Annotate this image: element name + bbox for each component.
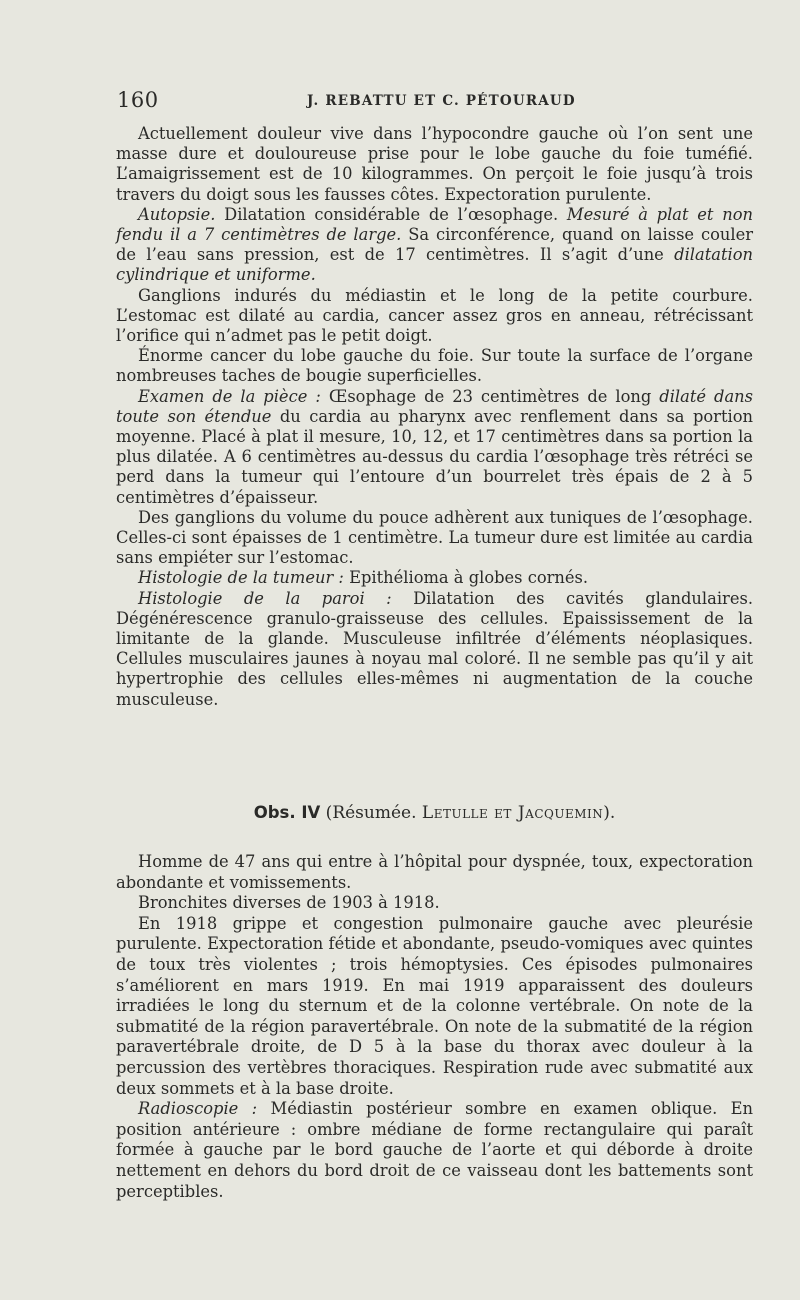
histologie-tumeur-text: Epithélioma à globes cornés. — [343, 568, 589, 588]
examen-italic: dilaté dans toute son étendue — [116, 386, 753, 426]
autopsie-text-2: Sa circonférence, quand on laisse couler de l’eau sans pression, est de 17 centimètres. Il s’agit d’une — [116, 225, 753, 265]
histologie-paroi-text: Dilatation des cavités glandulaires. Dégénérescence granulo-graisseuse des cellules. Epaississement de la limitante de la glande. Musculeuse infiltrée d’éléments néoplasiques. Cellules musculaires jaunes à noyau mal coloré. Il ne semble pas qu’il y ait hypertrophie des cellules elles-mêmes ni augmentation de la couche musculeuse. — [116, 588, 753, 709]
histologie-tumeur-label: Histologie de la tumeur : — [138, 568, 344, 588]
examen-text-2: du cardia au pharynx avec renflement dans sa portion moyenne. Placé à plat il mesure, 10, 12, et 17 centimètres dans sa portion la plus dilatée. A 6 centimètres au-dessus du cardia l’œsophage très rétréci se perd dans la tumeur qui l’entoure d’un bourrelet très épais de 2 à 5 centimètres d’épaisseur. — [116, 406, 753, 507]
paragraph: Ganglions indurés du médiastin et le long de la petite courbure. L’estomac est dilaté au cardia, cancer assez gros en anneau, rétrécissant l’orifice qui n’admet pas le petit doigt. — [116, 285, 753, 346]
paragraph-histologie-tumeur — [116, 568, 753, 588]
autopsie-text: Dilatation considérable de l’œsophage. — [215, 204, 567, 224]
paragraph: Homme de 47 ans qui entre à l’hôpital pour dyspnée, toux, expectoration abondante et vomissements. — [116, 852, 753, 892]
paragraph-examen — [116, 387, 753, 508]
observation-heading — [116, 803, 753, 823]
paragraph: Des ganglions du volume du pouce adhèrent aux tuniques de l’œsophage. Celles-ci sont épaisses de 1 centimètre. La tumeur dure est limitée au cardia sans empiéter sur l’estomac. — [116, 507, 753, 568]
paragraph: Énorme cancer du lobe gauche du foie. Sur toute la surface de l’organe nombreuses taches de bougie superficielles. — [116, 346, 753, 386]
paragraph: Actuellement douleur vive dans l’hypocondre gauche où l’on sent une masse dure et douloureuse prise pour le lobe gauche du foie tuméfié. L’amaigrissement est de 10 kilogrammes. On perçoit le foie jusqu’à trois travers du doigt sous les fausses côtes. Expectoration purulente. — [116, 124, 753, 204]
autopsie-diagnosis: dilatation cylindrique et uniforme. — [116, 245, 753, 285]
running-head: J. REBATTU ET C. PÉTOURAUD — [307, 93, 576, 109]
examen-label: Examen de la pièce : — [138, 386, 321, 406]
paragraph-histologie-paroi — [116, 589, 753, 710]
paragraph-autopsie — [116, 205, 753, 286]
paragraph: En 1918 grippe et congestion pulmonaire gauche avec pleurésie purulente. Expectoration fétide et abondante, pseudo-vomiques avec quintes de toux très violentes ; trois hémoptysies. Ces épisodes pulmonaires s’améliorent en mars 1919. En mai 1919 apparaissent des douleurs irradiées le long du sternum et de la colonne vertébrale. On note de la submatité de la région paravertébrale. On note de la submatité de la région paravertébrale droite, de D 5 à la base du thorax avec douleur à la percussion des vertèbres thoraciques. Respiration rude avec submatité aux deux sommets et à la base droite. — [116, 913, 753, 1098]
section-observation-iv — [116, 852, 753, 1202]
histologie-paroi-label: Histologie de la paroi : — [138, 588, 392, 608]
paragraph-radioscopie — [116, 1099, 753, 1202]
radioscopie-text: Médiastin postérieur sombre en examen oblique. En position antérieure : ombre médiane de forme rectangulaire qui paraît formée à gauche par le bord gauche de l’aorte et qui déborde à droite nettement en dehors du bord droit de ce vaisseau dont les battements sont perceptibles. — [116, 1099, 753, 1201]
examen-text: Œsophage de 23 centimètres de long — [320, 386, 660, 406]
observation-label: Obs. IV — [253, 803, 321, 822]
observation-authors: Letulle et Jacquemin — [421, 803, 604, 823]
observation-paren-open: (Résumée. — [320, 803, 422, 823]
page-number: 160 — [117, 88, 159, 112]
section-case-continuation — [116, 124, 753, 710]
page-header — [117, 88, 730, 118]
radioscopie-label: Radioscopie : — [138, 1099, 258, 1119]
paragraph: Bronchites diverses de 1903 à 1918. — [138, 893, 440, 913]
observation-paren-close: ). — [603, 803, 616, 823]
autopsie-measure: Mesuré à plat et non fendu il a 7 centimètres de large. — [116, 204, 753, 245]
autopsie-label: Autopsie. — [138, 204, 216, 224]
